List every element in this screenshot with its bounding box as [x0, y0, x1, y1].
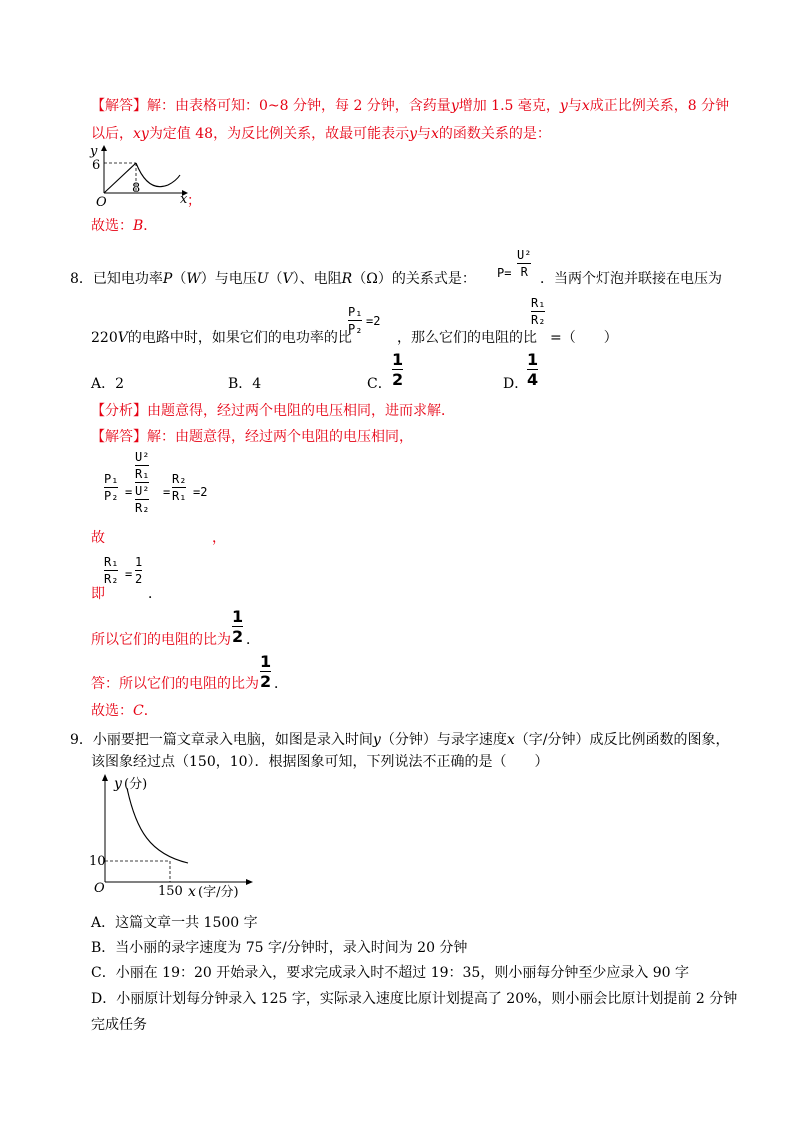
text: ）、电阻	[292, 271, 342, 287]
denominator: R	[520, 265, 528, 279]
text: 解：由题意得，经过两个电阻的电压相同，	[147, 429, 413, 445]
text: 以后，	[91, 126, 133, 142]
text: 故选：	[91, 218, 133, 234]
main-fraction-bar	[135, 482, 149, 483]
x-label: x	[180, 192, 188, 207]
ji-label: 即	[91, 586, 105, 602]
choice-letter: C	[133, 703, 144, 719]
option-label: C．	[367, 376, 392, 392]
x-tick-label: 150	[158, 884, 183, 899]
denominator: R₂	[135, 501, 150, 515]
y-arrow	[102, 774, 108, 781]
y-unit: (分)	[124, 777, 148, 792]
eq2-end: ．	[148, 586, 162, 602]
x-label: x	[188, 884, 196, 900]
denominator: 2	[232, 627, 244, 646]
eq2-equals: =	[125, 567, 133, 581]
option-label: A．	[91, 376, 116, 392]
analysis-tag: 【分析】	[91, 403, 147, 419]
eq1-rhs: =2	[193, 485, 208, 499]
fraction-bar	[104, 487, 118, 488]
numerator: R₁	[531, 296, 546, 310]
gu-label: 故	[91, 530, 105, 546]
var-U: U	[256, 271, 269, 287]
text: 的函数关系的是：	[438, 126, 551, 142]
q9-graph	[88, 772, 263, 902]
fraction-bar	[348, 320, 362, 321]
question-number: 9．	[70, 732, 93, 748]
x-unit: (字/分)	[198, 885, 239, 900]
q9-line1	[70, 729, 729, 749]
q8-line2	[91, 327, 352, 347]
eq1-equals: =	[125, 485, 133, 499]
text: 小丽要把一篇文章录入电脑，如图是录入时间	[92, 732, 373, 748]
var-x: x	[581, 98, 590, 114]
text: （	[172, 271, 187, 287]
y-tick-label: 6	[92, 158, 101, 173]
var-xy: xy	[133, 126, 149, 142]
q7-answer-line1	[91, 95, 729, 115]
conclusion-end: ．	[246, 632, 260, 648]
numerator: R₂	[172, 472, 187, 486]
q8-answer	[91, 426, 413, 446]
var-x: x	[506, 732, 515, 748]
text: （	[268, 271, 283, 287]
ratio-r-rhs: =（ ）	[550, 330, 618, 346]
option-label: D．	[503, 376, 529, 392]
hyperbola-curve	[127, 788, 188, 863]
denominator: R₁	[135, 467, 150, 481]
text: 成正比例关系，8 分钟	[589, 98, 730, 114]
denominator: 4	[527, 370, 539, 389]
text: 与	[567, 98, 582, 114]
var-y: y	[450, 98, 459, 114]
q8-choice	[91, 700, 158, 720]
var-W: W	[186, 271, 201, 287]
eq1-compound	[135, 450, 149, 515]
denominator: 2	[135, 572, 143, 586]
formula-fraction	[517, 248, 531, 279]
fraction-bar	[517, 263, 531, 264]
conclusion-fraction	[232, 608, 243, 645]
numerator: 1	[392, 350, 404, 369]
eq1-r-ratio	[172, 472, 186, 503]
denominator: 2	[392, 370, 404, 389]
q9-option-b: B．当小丽的录字速度为 75 字/分钟时，录入时间为 20 分钟	[91, 940, 468, 956]
option-b	[228, 373, 261, 393]
numerator: U²	[135, 484, 150, 498]
q7-choice	[91, 215, 157, 235]
var-y: y	[409, 126, 417, 142]
denominator: P₂	[348, 322, 363, 336]
text: 由题意得，经过两个电阻的电压相同，进而求解．	[147, 403, 455, 419]
denominator: P₂	[104, 489, 119, 503]
fraction-bar	[135, 465, 149, 466]
numerator: R₁	[104, 555, 119, 569]
q9-option-a: A．这篇文章一共 1500 字	[91, 915, 258, 931]
var-y: y	[372, 732, 381, 748]
text: 与	[417, 126, 431, 142]
var-P: P	[162, 271, 173, 287]
y-tick-label: 10	[89, 854, 106, 869]
numerator: U²	[135, 450, 150, 464]
y-label: y	[114, 776, 122, 792]
numerator: U²	[517, 248, 532, 262]
text: 解：由表格可知：0~8 分钟，每 2 分钟，含药量	[147, 98, 451, 114]
numerator: 1	[135, 555, 143, 569]
q9-option-c: C．小丽在 19：20 开始录入，要求完成录入时不超过 19：35，则小丽每分钟至少应录入 90 字	[91, 965, 690, 981]
denominator: R₁	[172, 489, 187, 503]
answer-end: ．	[274, 676, 288, 692]
numerator: 1	[232, 607, 244, 626]
answer-tag: 【解答】	[91, 98, 147, 114]
text: （字/分钟）成反比例函数的图象，	[514, 732, 730, 748]
fraction-bar	[104, 570, 118, 571]
option-label: B．	[228, 376, 253, 392]
denominator: 2	[260, 672, 272, 691]
fraction-bar	[531, 311, 545, 312]
option-c	[367, 373, 392, 393]
q8-line1	[70, 268, 476, 288]
ratio-r	[531, 296, 545, 327]
var-R: R	[341, 271, 353, 287]
y-label: y	[90, 145, 98, 159]
q9-line2: 该图象经过点（150，10）．根据图象可知，下列说法不正确的是（ ）	[91, 754, 549, 770]
curve-segment	[136, 163, 180, 187]
text: 已知电功率	[92, 271, 163, 287]
x-tick-label: 8	[132, 181, 141, 196]
answer-fraction	[260, 653, 271, 690]
option-value: 4	[252, 376, 262, 392]
denominator: R₂	[104, 572, 119, 586]
q7-answer-line2	[91, 123, 551, 143]
x-arrow	[246, 879, 253, 885]
option-d-fraction	[527, 351, 538, 388]
eq1-equals-2: =	[163, 485, 171, 499]
text: 故选：	[91, 703, 133, 719]
y-arrow	[101, 145, 107, 151]
text: 增加 1.5 毫克，	[458, 98, 560, 114]
option-a	[91, 373, 124, 393]
answer-tag: 【解答】	[91, 429, 147, 445]
numerator: P₁	[104, 472, 119, 486]
q8-conclusion: 所以它们的电阻的比为	[91, 632, 231, 648]
origin-label: O	[94, 881, 105, 896]
numerator: 1	[260, 652, 272, 671]
option-d	[503, 373, 528, 393]
text: （分钟）与录字速度	[380, 732, 507, 748]
text: 为定值 48，为反比例关系，故最可能表示	[148, 126, 410, 142]
text: ．	[143, 218, 158, 234]
graph-suffix: ；	[187, 193, 201, 209]
q8-line1-end: ．当两个灯泡并联接在电压为	[540, 271, 722, 287]
eq2-r-ratio	[104, 555, 118, 586]
numerator: 1	[527, 350, 539, 369]
ratio-p-rhs: =2	[366, 314, 381, 328]
text: 的电路中时，如果它们的电功率的比	[127, 330, 352, 346]
fraction-bar	[135, 499, 149, 500]
q9-option-d-cont: 完成任务	[91, 1017, 147, 1033]
q8-line2-mid: ，那么它们的电阻的比	[397, 330, 537, 346]
text: （Ω）的关系式是：	[352, 271, 476, 287]
text: ．	[143, 703, 158, 719]
var-V: V	[117, 330, 128, 346]
option-value: 2	[115, 376, 125, 392]
gu-comma: ，	[212, 530, 226, 546]
var-V: V	[282, 271, 293, 287]
text: ）与电压	[200, 271, 257, 287]
var-y: y	[559, 98, 568, 114]
q8-analysis	[91, 400, 455, 420]
ratio-p	[348, 305, 362, 336]
numerator: P₁	[348, 305, 363, 319]
eq1-p-ratio	[104, 472, 118, 503]
formula-lhs: P=	[497, 266, 512, 280]
option-c-fraction	[392, 351, 403, 388]
var-x: x	[431, 126, 439, 142]
eq2-half	[135, 555, 142, 586]
choice-letter: B	[133, 218, 144, 234]
fraction-bar	[135, 570, 142, 571]
fraction-bar	[172, 487, 186, 488]
text: 220	[91, 330, 118, 346]
q8-answer-line: 答：所以它们的电阻的比为	[91, 676, 259, 692]
q9-option-d: D．小丽原计划每分钟录入 125 字，实际录入速度比原计划提高了 20%，则小丽会比原计划提前 2 分钟	[91, 991, 738, 1007]
question-number: 8．	[70, 271, 93, 287]
origin-label: O	[96, 195, 107, 207]
denominator: R₂	[531, 313, 546, 327]
